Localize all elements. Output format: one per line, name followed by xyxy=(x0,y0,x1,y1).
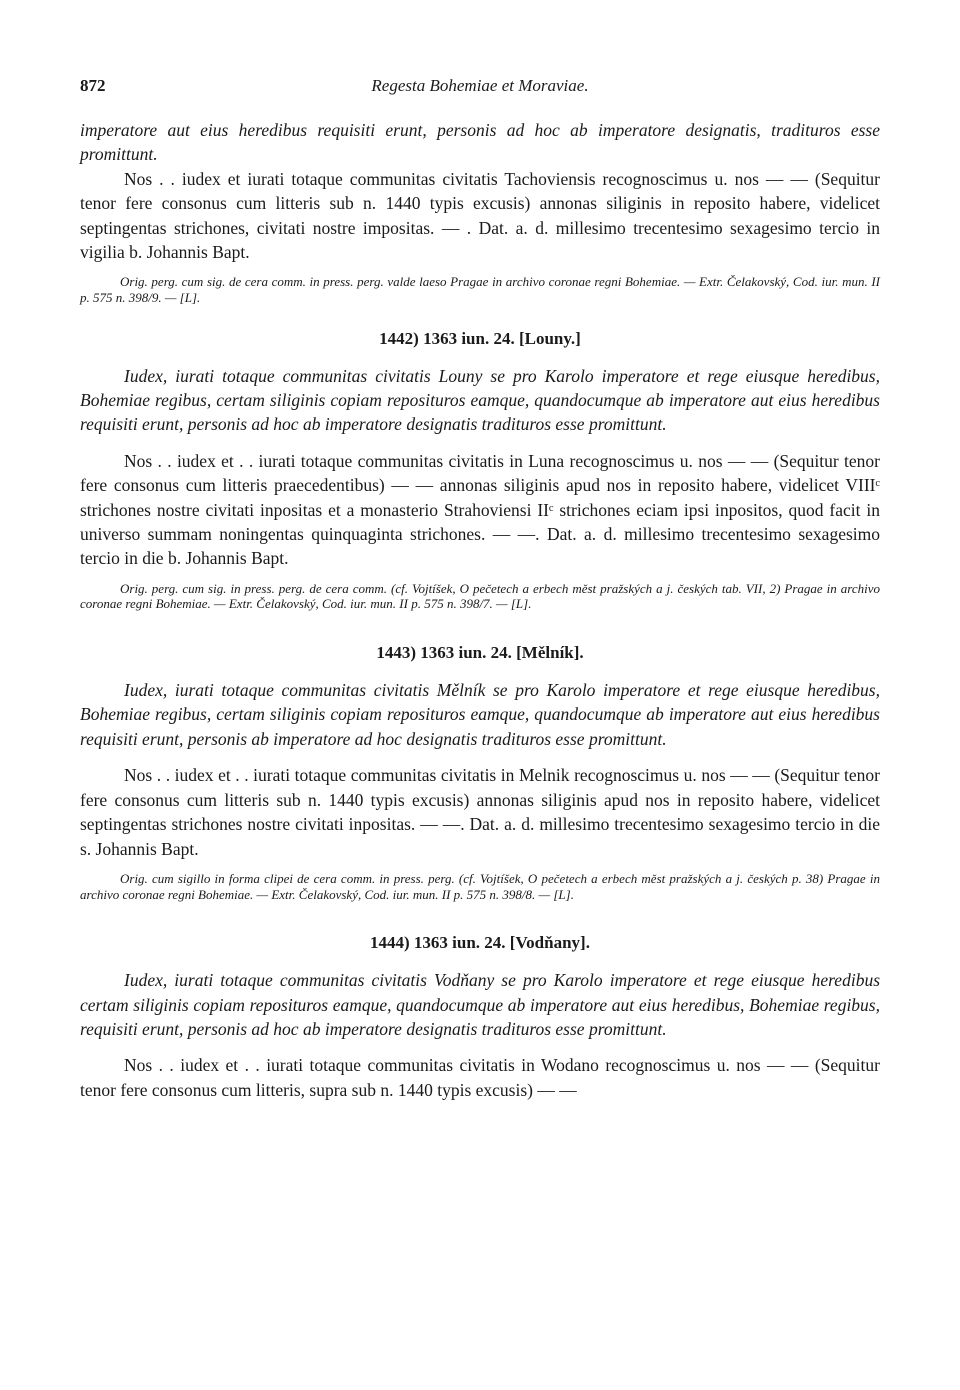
entry-nos-text: Nos . . iudex et . . iurati totaque communitas civitatis in Luna recognoscimus u. nos — — (Sequitur tenor fere consonus cum litteris praecedentibus) — — annonas siliginis apud nos in reposito habere, videlicet VIIIᶜ strichones nostre civitati inpositas et a monasterio Strahoviensi IIᶜ strichones eciam ipsi inpositos, quod facit in universo summam noningentas quinquaginta strichones. — —. Dat. a. d. millesimo trecentesimo sexagesimo tercio in die b. Johannis Bapt. xyxy=(80,450,880,569)
entry-summary: Iudex, iurati totaque communitas civitatis Louny se pro Karolo imperatore et rege eiusque heredibus, Bohemiae regibus, certam siliginis copiam reposituros eamque, quandocumque ab imperatore aut eius heredibus requisiti erunt, personis ad hoc ab imperatore designatis tradituros esse promittunt. xyxy=(80,365,880,435)
entry-nos-text: Nos . . iudex et . . iurati totaque communitas civitatis in Wodano recognoscimus u. nos — — (Sequitur tenor fere consonus cum litteris, supra sub n. 1440 typis excusis) — — xyxy=(80,1055,880,1100)
entry-heading: 1443) 1363 iun. 24. [Mělník]. xyxy=(376,643,584,663)
running-title: Regesta Bohemiae et Moraviae. xyxy=(371,76,589,95)
entry-note: Orig. cum sigillo in forma clipei de cera comm. in press. perg. (cf. Vojtíšek, O pečetech a erbech měst pražských a j. českých p. 38) Pragae in archivo coronae regni Bohemiae. — Extr. Čelakovský, Cod. iur. mun. II p. 575 n. 398/8. — [L]. xyxy=(80,870,880,902)
page-body xyxy=(80,118,880,1102)
entry-nos-text: Nos . . iudex et . . iurati totaque communitas civitatis in Melnik recognoscimus u. nos — — (Sequitur tenor fere consonus cum litteris sub n. 1440 typis excusis) annonas siliginis apud nos in reposito habere, videlicet septingentas strichones nostre civitati inpositas. — —. Dat. a. d. millesimo trecentesimo sexagesimo tercio in die s. Johannis Bapt. xyxy=(80,765,880,859)
entry-summary: Iudex, iurati totaque communitas civitatis Vodňany se pro Karolo imperatore et rege eiusque heredibus certam siliginis copiam reposituros eamque, quandocumque ab imperatore aut eius heredibus, Bohemiae regibus, requisiti erunt, personis ad hoc ab imperatore designatis tradituros esse promittunt. xyxy=(80,970,880,1039)
entry-heading: 1442) 1363 iun. 24. [Louny.] xyxy=(379,328,581,348)
entry-summary: Iudex, iurati totaque communitas civitatis Mělník se pro Karolo imperatore et rege eiusque heredibus, Bohemiae regibus, certam siliginis copiam reposituros eamque, quandocumque ab imperatore aut eius heredibus requisiti erunt, personis ab imperatore ad hoc designatis tradituros esse promittunt. xyxy=(80,680,880,749)
page-header xyxy=(80,76,880,98)
entry-note: Orig. perg. cum sig. in press. perg. de cera comm. (cf. Vojtíšek, O pečetech a erbech měst pražských a j. českých tab. VII, 2) Pragae in archivo coronae regni Bohemiae. — Extr. Čelakovský, Cod. iur. mun. II p. 575 n. 398/7. — [L]. xyxy=(80,580,880,612)
continuation-note: Orig. perg. cum sig. de cera comm. in press. perg. valde laeso Pragae in archivo coronae regni Bohemiae. — Extr. Čelakovský, Cod. iur. mun. II p. 575 n. 398/9. — [L]. xyxy=(80,274,880,306)
entry-heading: 1444) 1363 iun. 24. [Vodňany]. xyxy=(370,933,590,953)
continuation-text: imperatore aut eius heredibus requisiti erunt, personis ad hoc ab imperatore designatis, tradituros esse promittunt. xyxy=(80,120,880,165)
continuation-nos-text: Nos . . iudex et iurati totaque communitas civitatis Tachoviensis recognoscimus u. nos — — (Sequitur tenor fere consonus cum litteris sub n. 1440 typis excusis) annonas siliginis in reposito habere, videlicet septingentas strichones, civitati nostre impositas. — . Dat. a. d. millesimo trecentesimo sexagesimo tercio in vigilia b. Johannis Bapt. xyxy=(80,168,880,263)
page-number: 872 xyxy=(80,76,106,95)
